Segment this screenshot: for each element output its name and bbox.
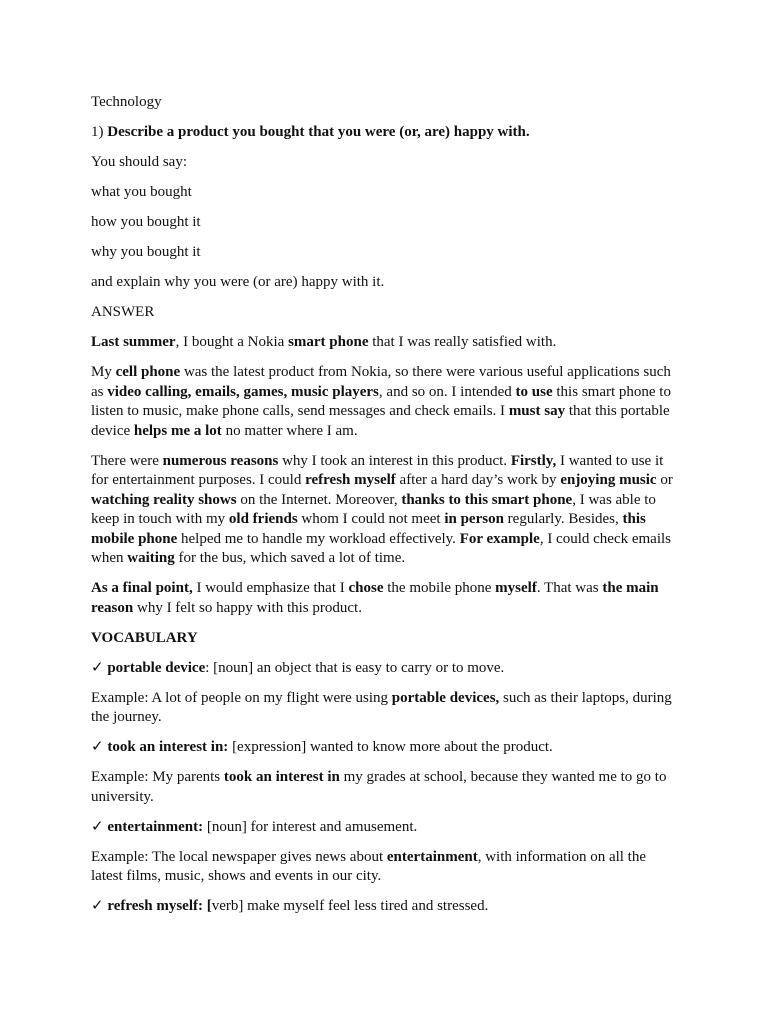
answer-heading: ANSWER (91, 304, 155, 320)
bold-text: this mobile phone (91, 511, 646, 547)
answer-paragraph (91, 452, 680, 569)
text-run: the mobile phone (383, 580, 496, 596)
text-run: I wanted to use it for entertainment purposes. I could (91, 452, 664, 488)
vocab-definition (107, 819, 417, 835)
vocabulary-heading: VOCABULARY (91, 629, 198, 646)
text-run: [noun] for interest and amusement. (203, 818, 418, 835)
text-run: [expression] wanted to know more about the product. (228, 739, 553, 755)
bold-text: in person (444, 511, 504, 527)
text-run: helped me to handle my workload effectively. (177, 530, 460, 547)
text-run: no matter where I am. (221, 422, 358, 439)
text-run: . That was (536, 580, 603, 596)
text-run: that I was really satisfied with. (368, 334, 557, 350)
question-line (91, 123, 680, 143)
bold-text: numerous reasons (162, 452, 279, 469)
bold-text: thanks to this smart phone (401, 491, 573, 508)
bold-text: the main reason (91, 580, 659, 616)
text-run: such as their laptops, during the journey. (91, 689, 672, 725)
vocab-definition (107, 739, 552, 755)
text-run: why I took an interest in this product. (278, 452, 511, 469)
checkmark-icon: ✓ (91, 659, 108, 676)
bold-text: took an interest in (223, 769, 340, 785)
vocab-term (91, 818, 680, 838)
document-title: Technology (91, 94, 162, 110)
text-run: , and so on. I intended (378, 383, 516, 400)
text-run: My (91, 364, 116, 380)
vocab-definition (107, 898, 488, 914)
bold-text: helps me a lot (133, 422, 222, 439)
text-run: regularly. Besides, (503, 511, 623, 527)
bold-text: Firstly, (510, 452, 557, 469)
text-run: Example: My parents (91, 769, 224, 785)
vocab-term (91, 738, 680, 758)
text-run: Example: A lot of people on my flight were using (91, 689, 392, 706)
prompt-intro: You should say: (91, 154, 187, 170)
bold-text: watching reality shows (91, 491, 237, 508)
text-run: I would emphasize that I (192, 580, 349, 596)
answer-paragraph (91, 363, 680, 441)
checkmark-icon: ✓ (91, 818, 108, 835)
vocab-term (91, 897, 680, 917)
bold-text: old friends (228, 511, 298, 527)
bold-text: portable device (107, 659, 206, 676)
bold-text: enjoying music (560, 472, 657, 488)
bold-text: entertainment (386, 848, 478, 865)
bold-text: to use (515, 383, 553, 400)
text-run: whom I could not meet (297, 511, 445, 527)
prompt-outro: and explain why you were (or are) happy with it. (91, 274, 385, 290)
text-run: Example: The local newspaper gives news about (91, 848, 387, 865)
answer-paragraph (91, 579, 680, 618)
text-run: that this portable device (91, 403, 670, 439)
bold-text: myself (495, 580, 537, 596)
question-text: Describe a product you bought that you were (or, are) happy with. (107, 124, 530, 140)
vocab-definition (107, 660, 504, 676)
bold-text: took an interest in: (107, 739, 229, 755)
text-run: , I could check emails when (91, 530, 672, 566)
bold-text: cell phone (115, 364, 181, 380)
bold-text: waiting (127, 550, 175, 566)
text-run: on the Internet. Moreover, (236, 491, 402, 508)
text-run: There were (91, 452, 163, 469)
text-run: for the bus, which saved a lot of time. (174, 550, 406, 566)
prompt-point: what you bought (91, 184, 192, 200)
checkmark-icon: ✓ (91, 739, 108, 755)
bold-text: refresh myself: [ (107, 898, 212, 914)
text-run: was the latest product from Nokia, so there were various useful applications such as (91, 364, 671, 400)
text-run: verb] make myself feel less tired and stressed. (211, 898, 489, 914)
bold-text: As a final point, (91, 580, 193, 596)
bold-text: smart phone (288, 334, 369, 350)
bold-text: must say (508, 403, 566, 419)
text-run: this smart phone to listen to music, make phone calls, send messages and check emails. I (91, 383, 671, 419)
answer-paragraph (91, 333, 680, 353)
bold-text: Last summer (91, 334, 176, 350)
text-run: after a hard day’s work by (395, 472, 561, 488)
text-run: or (656, 472, 673, 488)
text-run: : [noun] an object that is easy to carry or to move. (205, 659, 505, 676)
text-run: , with information on all the latest films, music, shows and events in our city. (91, 848, 647, 884)
checkmark-icon: ✓ (91, 898, 108, 914)
prompt-point: why you bought it (91, 244, 201, 260)
text-run: why I felt so happy with this product. (133, 599, 362, 616)
bold-text: video calling, emails, games, music players (107, 383, 379, 400)
vocab-term (91, 659, 680, 679)
text-run: , I was able to keep in touch with my (91, 491, 656, 527)
prompt-point: how you bought it (91, 214, 201, 230)
text-run: , I bought a Nokia (175, 334, 289, 350)
bold-text: chose (348, 580, 384, 596)
bold-text: entertainment: (107, 818, 204, 835)
bold-text: portable devices, (391, 689, 500, 706)
vocab-example (91, 848, 680, 887)
bold-text: refresh myself (305, 472, 396, 488)
vocab-example (91, 768, 680, 807)
text-run: my grades at school, because they wanted me to go to university. (91, 769, 667, 805)
vocab-example (91, 689, 680, 728)
question-number: 1) (91, 124, 108, 140)
bold-text: For example (459, 530, 540, 547)
